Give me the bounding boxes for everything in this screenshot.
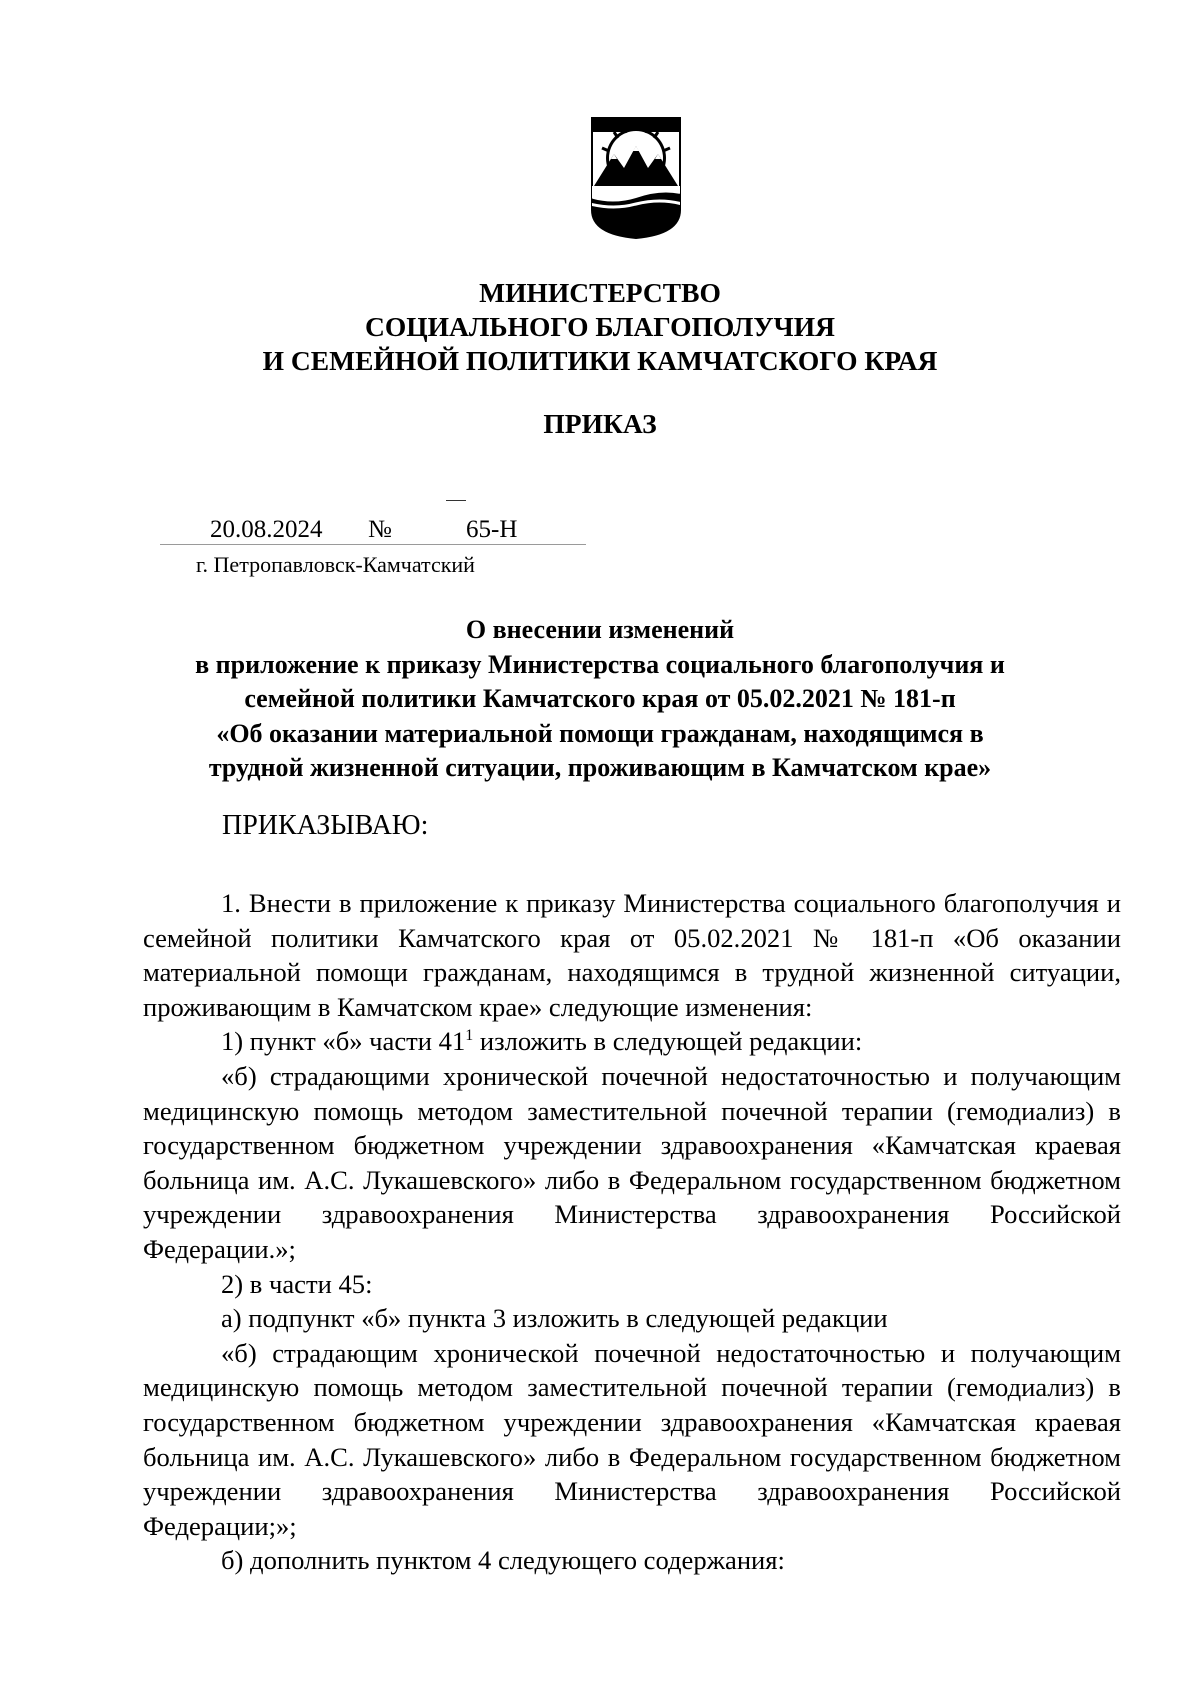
paragraph-7: б) дополнить пунктом 4 следующего содержания: bbox=[221, 1545, 785, 1576]
document-type: ПРИКАЗ bbox=[543, 408, 657, 439]
decorative-dash bbox=[446, 500, 466, 501]
paragraph-2-end: изложить в следующей редакции: bbox=[473, 1026, 863, 1057]
subject-line-4: «Об оказании материальной помощи гражданам, находящимся в bbox=[216, 718, 984, 748]
ministry-line-1: МИНИСТЕРСТВО bbox=[479, 277, 721, 308]
subject-line-1: О внесении изменений bbox=[465, 615, 735, 644]
order-directive: ПРИКАЗЫВАЮ: bbox=[222, 810, 429, 841]
paragraph-2-superscript: 1 bbox=[465, 1027, 474, 1045]
kamchatka-coat-of-arms-icon bbox=[584, 112, 688, 240]
city-name: г. Петропавловск-Камчатский bbox=[196, 552, 475, 577]
paragraph-4: 2) в части 45: bbox=[221, 1268, 373, 1299]
order-subject bbox=[0, 613, 1200, 786]
paragraph-3: «б) страдающими хронической почечной недостаточностью и получающим медицинскую помощь методом заместительной почечной терапии (гемодиализ) в государственном бюджетном учреждении здравоохранения «Камчатская краевая больница им. А.С. Лукашевского» либо в Федеральном государственном бюджетном учреждении здравоохранения Министерства здравоохранения Российской Федерации.»; bbox=[143, 1060, 1121, 1264]
order-date: 20.08.2024 bbox=[210, 516, 323, 543]
date-underline bbox=[160, 544, 586, 545]
ministry-name bbox=[0, 276, 1200, 378]
paragraph-2 bbox=[143, 1024, 1121, 1059]
document-body bbox=[143, 886, 1121, 1578]
paragraph-2-start: 1) пункт «б» части 41 bbox=[221, 1026, 466, 1057]
number-sign: № bbox=[368, 516, 392, 543]
paragraph-5: а) подпункт «б» пункта 3 изложить в следующей редакции bbox=[221, 1303, 888, 1334]
order-number: 65-Н bbox=[466, 516, 518, 543]
paragraph-1: 1. Внести в приложение к приказу Министерства социального благополучия и семейной политики Камчатского края от 05.02.2021 № 181-п «Об оказании материальной помощи гражданам, находящимся в трудной жизненной ситуации, проживающим в Камчатском крае» следующие изменения: bbox=[143, 888, 1121, 1022]
ministry-line-2: СОЦИАЛЬНОГО БЛАГОПОЛУЧИЯ bbox=[365, 311, 835, 342]
ministry-line-3: И СЕМЕЙНОЙ ПОЛИТИКИ КАМЧАТСКОГО КРАЯ bbox=[262, 345, 938, 376]
subject-line-3: семейной политики Камчатского края от 05.02.2021 № 181-п bbox=[244, 684, 956, 713]
subject-line-5: трудной жизненной ситуации, проживающим в Камчатском крае» bbox=[208, 753, 992, 782]
subject-line-2: в приложение к приказу Министерства социального благополучия и bbox=[195, 649, 1005, 679]
paragraph-6: «б) страдающим хронической почечной недостаточностью и получающим медицинскую помощь методом заместительной почечной терапии (гемодиализ) в государственном бюджетном учреждении здравоохранения «Камчатская краевая больница им. А.С. Лукашевского» либо в Федеральном государственном бюджетном учреждении здравоохранения Министерства здравоохранения Российской Федерации;»; bbox=[143, 1337, 1121, 1541]
